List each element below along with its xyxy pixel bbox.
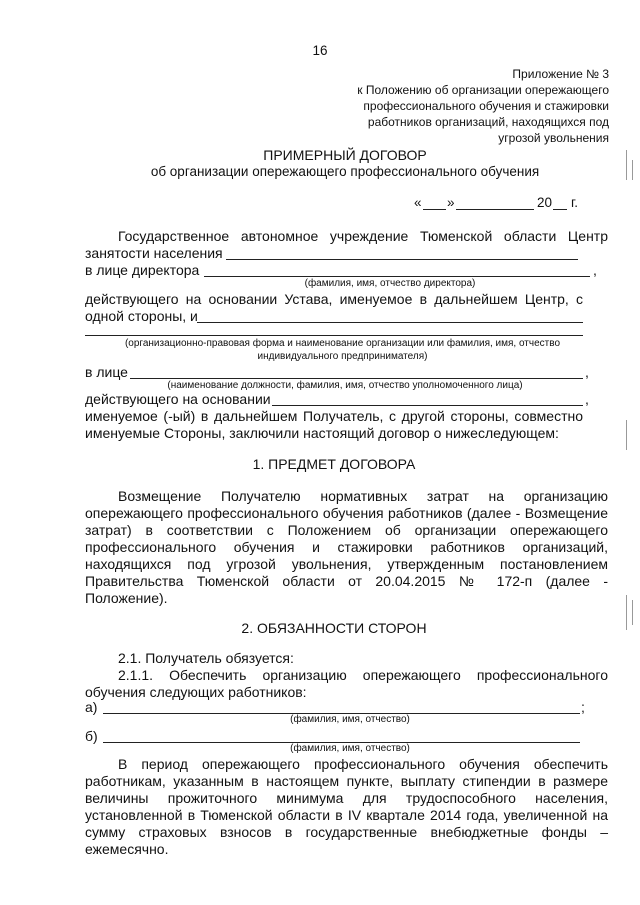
paragraph-line: работникам, указанным в настоящем пункте, выплату стипендии в размере bbox=[85, 773, 608, 789]
scan-artifact bbox=[626, 420, 627, 450]
caption-fio: (фамилия, имя, отчество) bbox=[290, 714, 410, 725]
paragraph-line: находящихся под угрозой увольнения, утвержденным постановлением bbox=[85, 556, 608, 572]
section-heading: 2. ОБЯЗАННОСТИ СТОРОН bbox=[241, 620, 427, 636]
intro-line: в лице bbox=[85, 364, 128, 380]
intro-line: одной стороны, и bbox=[85, 308, 198, 324]
paragraph-line: величины прожиточного минимума для трудоспособного населения, bbox=[85, 790, 608, 806]
paragraph-line: установленной в Тюменской области в IV квартале 2014 года, увеличенной на bbox=[85, 807, 608, 823]
paragraph-line: Правительства Тюменской области от 20.04.2015 № 172-п (далее - bbox=[85, 573, 608, 589]
paragraph-line: 2.1.1. Обеспечить организацию опережающего профессионального bbox=[118, 667, 608, 683]
intro-line: действующего на основании Устава, именуемое в дальнейшем Центр, с bbox=[85, 291, 583, 307]
scan-artifact bbox=[632, 160, 633, 180]
intro-line: именуемые Стороны, заключили настоящий договор о нижеследующем: bbox=[85, 425, 559, 441]
paragraph-line: В период опережающего профессионального обучения обеспечить bbox=[118, 756, 608, 772]
paragraph-line: опережающего профессионального обучения работников (далее - Возмещение bbox=[85, 505, 608, 521]
intro-line: Государственное автономное учреждение Тюменской области Центр bbox=[118, 228, 608, 244]
paragraph-line: затрат) в соответствии с Положением об организации опережающего bbox=[85, 522, 608, 538]
paragraph-line: сумму страховых взносов в государственные внебюджетные фонды – bbox=[85, 824, 608, 840]
caption-org: (организационно-правовая форма и наименование организации или фамилия, имя, отчество bbox=[124, 338, 561, 349]
scan-artifact bbox=[632, 600, 633, 625]
caption-fio: (фамилия, имя, отчество) bbox=[290, 743, 410, 754]
date-open-quote: « bbox=[414, 195, 422, 210]
paragraph-line: ежемесячно. bbox=[85, 841, 169, 857]
item-label-b: б) bbox=[85, 728, 98, 744]
appendix-line: к Положению об организации опережающего bbox=[357, 83, 609, 97]
date-close-quote: » bbox=[447, 195, 455, 210]
paragraph-line: Возмещение Получателю нормативных затрат на организацию bbox=[118, 488, 608, 504]
scan-artifact bbox=[626, 595, 627, 630]
intro-line: занятости населения bbox=[85, 245, 223, 261]
paragraph-line: Положение). bbox=[85, 590, 168, 606]
appendix-line: Приложение № 3 bbox=[512, 67, 609, 81]
caption-org: индивидуального предпринимателя) bbox=[257, 351, 428, 362]
date-year-suffix: г. bbox=[571, 195, 579, 210]
appendix-line: профессионального обучения и стажировки bbox=[363, 99, 609, 113]
paragraph-line: профессионального обучения и стажировки работников организаций, bbox=[85, 539, 608, 555]
appendix-line: работников организаций, находящихся под bbox=[367, 115, 609, 129]
document-title: ПРИМЕРНЫЙ ДОГОВОР bbox=[263, 147, 427, 163]
intro-line: в лице директора bbox=[85, 262, 200, 278]
paragraph-line: обучения следующих работников: bbox=[85, 684, 307, 700]
section-heading: 1. ПРЕДМЕТ ДОГОВОРА bbox=[252, 456, 416, 472]
appendix-line: угрозой увольнения bbox=[498, 131, 609, 145]
intro-line: именуемое (-ый) в дальнейшем Получатель, с другой стороны, совместно bbox=[85, 408, 583, 424]
date-year-prefix: 20 bbox=[537, 195, 553, 210]
item-label-a: а) bbox=[85, 699, 98, 715]
scan-artifact bbox=[626, 150, 627, 180]
paragraph-line: 2.1. Получатель обязуется: bbox=[118, 650, 294, 666]
document-page: 16 Приложение № 3 к Положению об организации опережающего профессионального обучения и стажировки работников организаций, находящихся под угрозой увольнения ПРИМЕРНЫЙ ДОГОВОР об организации опережающего профессионального обучения « » 20 г. Государственное автономное учреждение Тюменской области Центр занятости населения в лице директора , (фамилия, имя, отчество директора) действующего на основании Устава, именуемое в дальнейшем Центр, с одной стороны, и (организационно-правовая форма и наименование организации или фамилия, имя, отчество индивидуального предпринимателя) в лице , (наименование должности, фамилия, имя, отчество уполномоченного лица) действующего на основании , именуемое (-ый) в дальнейшем Получатель, с другой стороны, совместно именуемые Стороны, заключили настоящий договор о нижеследующем: 1. ПРЕДМЕТ ДОГОВОРА Возмещение Получателю нормативных затрат на организацию опережающего профессионального обучения работников (далее - Возмещение затрат) в соответствии с Положением об организации опережающего профессионального обучения и стажировки работников организаций, находящихся под угрозой увольнения, утвержденным постановлением Правительства Тюменской области от 20.04.2015 № 172-п (далее - Положение). 2. ОБЯЗАННОСТИ СТОРОН 2.1. Получатель обязуется: 2.1.1. Обеспечить организацию опережающего профессионального обучения следующих работников: а) ; (фамилия, имя, отчество) б) (фамилия, имя, отчество) В период опережающего профессионального обучения обеспечить работникам, указанным в настоящем пункте, выплату стипендии в размере величины прожиточного минимума для трудоспособного населения, установленной в Тюменской области в IV квартале 2014 года, увеличенной на сумму страховых взносов в государственные внебюджетные фонды – ежемесячно. bbox=[0, 0, 640, 905]
intro-line: действующего на основании bbox=[85, 391, 271, 407]
document-subtitle: об организации опережающего профессионального обучения bbox=[150, 164, 540, 179]
caption-representative: (наименование должности, фамилия, имя, отчество уполномоченного лица) bbox=[167, 380, 523, 391]
page-number: 16 bbox=[312, 43, 328, 58]
caption-director: (фамилия, имя, отчество директора) bbox=[304, 278, 476, 289]
